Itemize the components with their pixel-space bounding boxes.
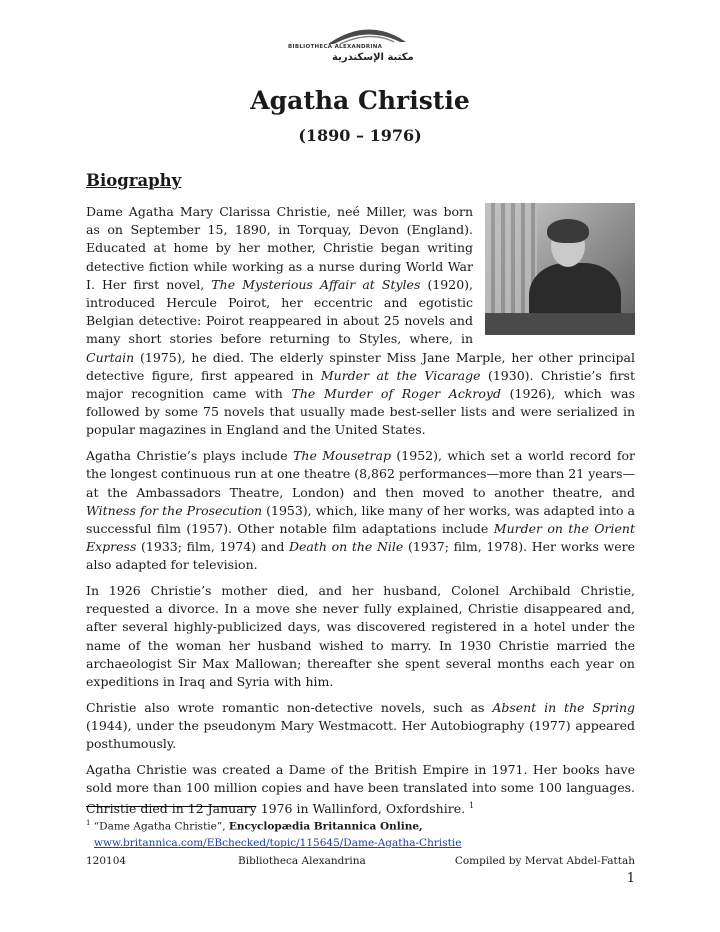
- footnote-link[interactable]: www.britannica.com/EBchecked/topic/115645/Dame-Agatha-Christie: [94, 836, 462, 849]
- text-run: (1930). Christie’s first major recognition came with: [86, 367, 635, 402]
- biography-paragraph: [86, 582, 635, 691]
- italic-title: Murder on the Orient Express: [86, 520, 635, 555]
- footnote-ref: 1: [469, 801, 475, 811]
- text-run: (1926), which was followed by some 75 novels that usually made best-seller lists and were serialized in popular magazines in England and the United States.: [86, 386, 635, 438]
- footer-code: 120104: [86, 855, 127, 867]
- italic-title: Curtain: [86, 349, 135, 365]
- footnote-divider: [86, 806, 256, 807]
- biography-paragraph: [86, 761, 635, 819]
- text-run: In 1926 Christie’s mother died, and her husband, Colonel Archibald Christie, requested a divorce. In a move she never fully explained, Christie disappeared and, after several highly-publicized days, was discovered registered in a hotel under the name of the woman her husband wished to marry. In 1930 Christie married the archaeologist Sir Max Mallowan; thereafter she spent several months each year on expeditions in Iraq and Syria with him.: [86, 583, 635, 690]
- footer-publisher: Bibliotheca Alexandrina: [238, 855, 366, 867]
- footnote: [86, 815, 646, 851]
- footnote-source: Encyclopædia Britannica Online,: [228, 820, 423, 833]
- text-run: (1975), he died. The elderly spinster Miss Jane Marple, her other principal detective figure, first appeared in: [86, 349, 635, 383]
- logo-arc-icon: [288, 22, 438, 46]
- italic-title: Witness for the Prosecution: [86, 502, 263, 518]
- italic-title: The Mysterious Affair at Styles: [211, 276, 421, 292]
- section-heading: Biography: [86, 171, 182, 190]
- footnote-quote: “Dame Agatha Christie”,: [90, 820, 229, 833]
- page-number: 1: [626, 871, 635, 886]
- italic-title: The Mousetrap: [293, 448, 391, 464]
- text-run: (1920), introduced Hercule Poirot, her eccentric and egotistic Belgian detective: Poirot reappeared in about 25 novels and many short stories before returning to Styles, where, in: [86, 276, 474, 347]
- page-title: Agatha Christie: [250, 86, 470, 115]
- text-run: Dame Agatha Mary Clarissa Christie, neé Miller, was born as on September 15, 1890, in Torquay, Devon (England). Educated at home by her mother, Christie began writing detective fiction while working as a nurse during World War I. Her first novel,: [86, 204, 473, 292]
- text-run: Agatha Christie was created a Dame of the British Empire in 1971. Her books have sold more than 100 million copies and have been translated into some 100 languages. Christie died in 12 January 1976 in Wallinford, Oxfordshire.: [86, 761, 635, 817]
- biography-paragraph: [86, 447, 635, 574]
- text-run: (1933; film, 1974) and: [136, 539, 289, 555]
- text-run: (1944), under the pseudonym Mary Westmacott. Her Autobiography (1977) appeared posthumously.: [86, 717, 635, 752]
- italic-title: The Murder of Roger Ackroyd: [291, 386, 501, 402]
- life-dates: (1890 – 1976): [298, 126, 422, 145]
- footer-compiler: Compiled by Mervat Abdel-Fattah: [454, 855, 635, 867]
- library-logo: [288, 22, 438, 70]
- text-run: (1937; film, 1978). Her works were also adapted for television.: [86, 539, 636, 573]
- text-run: (1952), which set a world record for the longest continuous run at one theatre (8,862 performances—more than 21 years—at the Ambassadors Theatre, London) and then moved to another theatre, and: [86, 448, 635, 500]
- text-run: Agatha Christie’s plays include: [86, 448, 294, 464]
- italic-title: Death on the Nile: [289, 539, 404, 555]
- text-run: Christie also wrote romantic non-detective novels, such as: [86, 699, 493, 715]
- logo-english-name: BIBLIOTHECA ALEXANDRINA: [288, 44, 383, 50]
- logo-arabic-name: مكتبة الإسكندرية: [332, 52, 414, 63]
- text-run: (1953), which, like many of her works, was adapted into a successful film (1957). Other notable film adaptations include: [86, 502, 635, 536]
- footnote-mark: 1: [86, 819, 91, 827]
- italic-title: Absent in the Spring: [492, 699, 635, 715]
- italic-title: Murder at the Vicarage: [320, 367, 481, 383]
- biography-paragraph: [86, 699, 635, 754]
- portrait-photo-icon: [485, 203, 635, 335]
- biography-body: [86, 203, 635, 826]
